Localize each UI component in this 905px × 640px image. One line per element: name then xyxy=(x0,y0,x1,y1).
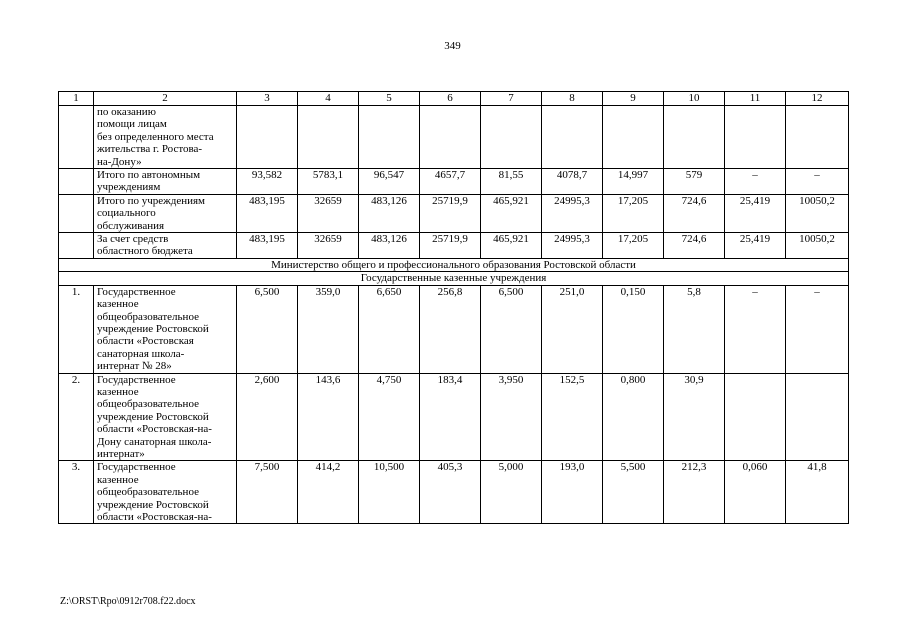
row-name: За счет средств областного бюджета xyxy=(94,233,237,259)
column-number-header: 5 xyxy=(359,92,420,106)
column-number-header: 8 xyxy=(542,92,603,106)
value-cell xyxy=(603,106,664,169)
value-cell: 96,547 xyxy=(359,169,420,195)
value-cell: 32659 xyxy=(298,194,359,232)
row-name: Государственное казенное общеобразовательное учреждение Ростовской области «Ростовская-на- xyxy=(94,461,237,524)
column-number-header: 12 xyxy=(786,92,849,106)
value-cell: 17,205 xyxy=(603,194,664,232)
value-cell: 30,9 xyxy=(664,373,725,461)
value-cell: 93,582 xyxy=(237,169,298,195)
row-name: Государственное казенное общеобразовательное учреждение Ростовской области «Ростовская санаторная школа- интернат № 28» xyxy=(94,285,237,373)
table-row xyxy=(59,169,849,195)
value-cell: 256,8 xyxy=(420,285,481,373)
row-name: Итого по автономным учреждениям xyxy=(94,169,237,195)
value-cell: 2,600 xyxy=(237,373,298,461)
table-row xyxy=(59,194,849,232)
value-cell: 183,4 xyxy=(420,373,481,461)
column-number-header: 10 xyxy=(664,92,725,106)
column-number-header: 3 xyxy=(237,92,298,106)
value-cell: 359,0 xyxy=(298,285,359,373)
file-path-footer: Z:\ORST\Rpo\0912r708.f22.docx xyxy=(60,596,196,607)
value-cell: 10,500 xyxy=(359,461,420,524)
value-cell: 25719,9 xyxy=(420,194,481,232)
value-cell: 143,6 xyxy=(298,373,359,461)
column-number-header: 9 xyxy=(603,92,664,106)
value-cell: 24995,3 xyxy=(542,194,603,232)
value-cell: 465,921 xyxy=(481,233,542,259)
page-number: 349 xyxy=(444,40,461,52)
value-cell: 32659 xyxy=(298,233,359,259)
value-cell: 14,997 xyxy=(603,169,664,195)
value-cell: 5,500 xyxy=(603,461,664,524)
value-cell xyxy=(420,106,481,169)
value-cell: 5,000 xyxy=(481,461,542,524)
row-index: 2. xyxy=(59,373,94,461)
section-heading-row xyxy=(59,258,849,271)
budget-table xyxy=(58,91,849,524)
value-cell: – xyxy=(725,285,786,373)
value-cell: 17,205 xyxy=(603,233,664,259)
value-cell: 579 xyxy=(664,169,725,195)
column-number-header: 1 xyxy=(59,92,94,106)
row-name: по оказанию помощи лицам без определенного места жительства г. Ростова- на-Дону» xyxy=(94,106,237,169)
column-number-header-row xyxy=(59,92,849,106)
section-heading-row xyxy=(59,272,849,285)
value-cell: 10050,2 xyxy=(786,233,849,259)
value-cell: 6,650 xyxy=(359,285,420,373)
value-cell: 483,126 xyxy=(359,233,420,259)
value-cell: 41,8 xyxy=(786,461,849,524)
value-cell xyxy=(298,106,359,169)
value-cell xyxy=(481,106,542,169)
value-cell: 0,800 xyxy=(603,373,664,461)
row-index xyxy=(59,233,94,259)
table-row xyxy=(59,106,849,169)
value-cell: 212,3 xyxy=(664,461,725,524)
value-cell xyxy=(786,373,849,461)
value-cell xyxy=(725,106,786,169)
value-cell: 724,6 xyxy=(664,194,725,232)
value-cell: 405,3 xyxy=(420,461,481,524)
value-cell: 4,750 xyxy=(359,373,420,461)
row-name: Государственное казенное общеобразовательное учреждение Ростовской области «Ростовская-на- Дону санаторная школа- интернат» xyxy=(94,373,237,461)
value-cell: 483,195 xyxy=(237,194,298,232)
value-cell: – xyxy=(786,169,849,195)
value-cell: 10050,2 xyxy=(786,194,849,232)
value-cell: 24995,3 xyxy=(542,233,603,259)
value-cell: 0,060 xyxy=(725,461,786,524)
row-name: Итого по учреждениям социального обслуживания xyxy=(94,194,237,232)
column-number-header: 11 xyxy=(725,92,786,106)
column-number-header: 4 xyxy=(298,92,359,106)
row-index: 3. xyxy=(59,461,94,524)
column-number-header: 6 xyxy=(420,92,481,106)
value-cell xyxy=(237,106,298,169)
value-cell: 6,500 xyxy=(481,285,542,373)
value-cell: – xyxy=(786,285,849,373)
value-cell: 251,0 xyxy=(542,285,603,373)
value-cell: 193,0 xyxy=(542,461,603,524)
value-cell xyxy=(725,373,786,461)
value-cell: 25,419 xyxy=(725,233,786,259)
value-cell xyxy=(359,106,420,169)
section-heading: Государственные казенные учреждения xyxy=(59,272,849,285)
value-cell: 152,5 xyxy=(542,373,603,461)
row-index xyxy=(59,169,94,195)
value-cell: 5,8 xyxy=(664,285,725,373)
table-row xyxy=(59,285,849,373)
value-cell xyxy=(786,106,849,169)
value-cell: 0,150 xyxy=(603,285,664,373)
value-cell: 483,195 xyxy=(237,233,298,259)
table-row xyxy=(59,461,849,524)
section-heading: Министерство общего и профессионального образования Ростовской области xyxy=(59,258,849,271)
value-cell xyxy=(542,106,603,169)
value-cell: – xyxy=(725,169,786,195)
value-cell: 25719,9 xyxy=(420,233,481,259)
value-cell: 6,500 xyxy=(237,285,298,373)
value-cell: 25,419 xyxy=(725,194,786,232)
value-cell: 81,55 xyxy=(481,169,542,195)
value-cell: 414,2 xyxy=(298,461,359,524)
row-index: 1. xyxy=(59,285,94,373)
row-index xyxy=(59,194,94,232)
value-cell: 3,950 xyxy=(481,373,542,461)
value-cell: 465,921 xyxy=(481,194,542,232)
value-cell: 7,500 xyxy=(237,461,298,524)
value-cell: 4657,7 xyxy=(420,169,481,195)
column-number-header: 2 xyxy=(94,92,237,106)
value-cell: 483,126 xyxy=(359,194,420,232)
value-cell: 724,6 xyxy=(664,233,725,259)
column-number-header: 7 xyxy=(481,92,542,106)
table-row xyxy=(59,373,849,461)
value-cell: 5783,1 xyxy=(298,169,359,195)
value-cell: 4078,7 xyxy=(542,169,603,195)
row-index xyxy=(59,106,94,169)
value-cell xyxy=(664,106,725,169)
table-row xyxy=(59,233,849,259)
